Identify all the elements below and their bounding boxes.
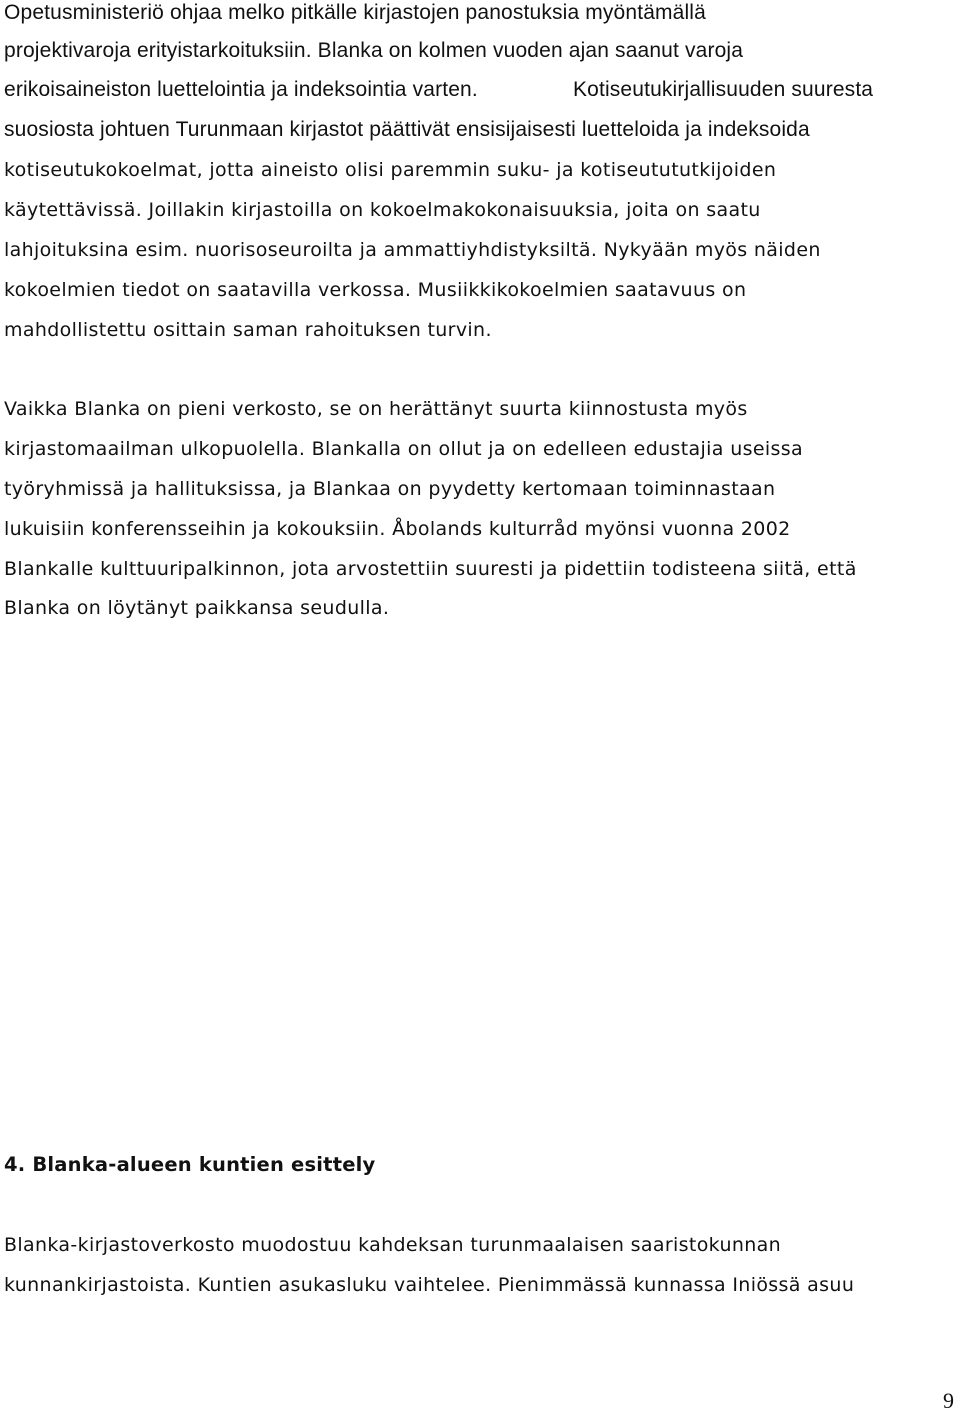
paragraph-2-line-1: Vaikka Blanka on pieni verkosto, se on herättänyt suurta kiinnostusta myös bbox=[4, 398, 748, 420]
paragraph-1-line-4: suosiosta johtuen Turunmaan kirjastot päättivät ensisijaisesti luetteloida ja indeksoida bbox=[4, 118, 810, 141]
paragraph-1-line-3a: erikoisaineiston luettelointia ja indeksointia varten. bbox=[4, 78, 478, 101]
paragraph-2-line-6: Blanka on löytänyt paikkansa seudulla. bbox=[4, 597, 390, 619]
paragraph-2-line-2: kirjastomaailman ulkopuolella. Blankalla on ollut ja on edelleen edustajia useissa bbox=[4, 438, 803, 460]
paragraph-1-line-1: Opetusministeriö ohjaa melko pitkälle kirjastojen panostuksia myöntämällä bbox=[4, 1, 706, 24]
page-number: 9 bbox=[943, 1388, 954, 1413]
paragraph-3-line-1: Blanka-kirjastoverkosto muodostuu kahdeksan turunmaalaisen saaristokunnan bbox=[4, 1234, 782, 1256]
paragraph-1-line-6: käytettävissä. Joillakin kirjastoilla on kokoelmakokonaisuuksia, joita on saatu bbox=[4, 199, 761, 221]
paragraph-1-line-8: kokoelmien tiedot on saatavilla verkossa. Musiikkikokoelmien saatavuus on bbox=[4, 279, 747, 301]
paragraph-2-line-3: työryhmissä ja hallituksissa, ja Blankaa on pyydetty kertomaan toiminnastaan bbox=[4, 478, 776, 500]
paragraph-1-line-2: projektivaroja erityistarkoituksiin. Blanka on kolmen vuoden ajan saanut varoja bbox=[4, 39, 744, 62]
paragraph-3-line-2: kunnankirjastoista. Kuntien asukasluku vaihtelee. Pienimmässä kunnassa Iniössä asuu bbox=[4, 1274, 855, 1296]
paragraph-2-line-5: Blankalle kulttuuripalkinnon, jota arvostettiin suuresti ja pidettiin todisteena siitä, että bbox=[4, 558, 857, 580]
paragraph-1-line-7: lahjoituksina esim. nuorisoseuroilta ja ammattiyhdistyksiltä. Nykyään myös näiden bbox=[4, 239, 821, 261]
section-heading: 4. Blanka-alueen kuntien esittely bbox=[4, 1153, 376, 1176]
paragraph-1-line-5: kotiseutukokoelmat, jotta aineisto olisi paremmin suku- ja kotiseutututkijoiden bbox=[4, 159, 777, 181]
paragraph-1-line-9: mahdollistettu osittain saman rahoituksen turvin. bbox=[4, 319, 492, 341]
paragraph-1-line-3b: Kotiseutukirjallisuuden suuresta bbox=[573, 78, 874, 101]
paragraph-2-line-4: lukuisiin konferensseihin ja kokouksiin. Åbolands kulturråd myönsi vuonna 2002 bbox=[4, 518, 791, 540]
